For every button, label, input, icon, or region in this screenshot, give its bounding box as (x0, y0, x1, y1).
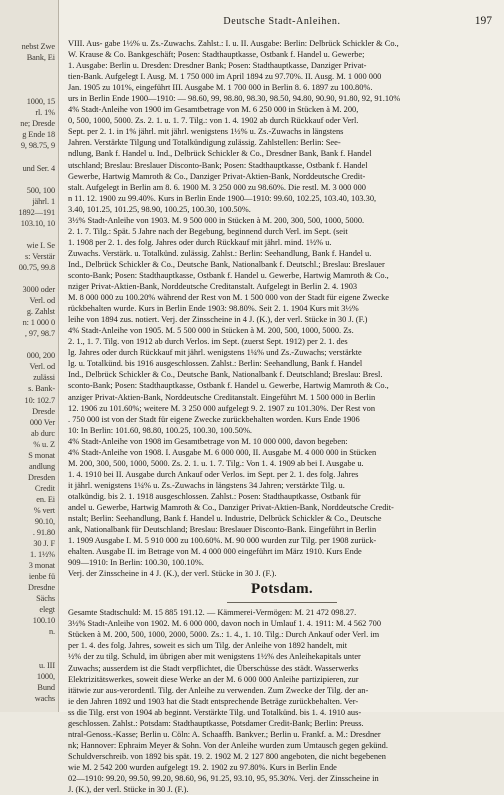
gutter-text-line: wachs (34, 693, 55, 703)
text-line: Sept. per 2. 1. in 1% jährl. mit jährl. wenigstens 1½% u. Zs.-Zuwachs in längstens (68, 127, 344, 137)
gutter-text-line (0, 63, 58, 74)
page-content (68, 15, 496, 795)
text-line: nziger Privat-Aktien-Bank, Norddeutsche Creditanstalt. Aufgelegt in Berlin 2. 4. 1903 (68, 282, 358, 292)
text-line: 3½% Stadt-Anleihe von 1902. M. 6 000 000, davon noch in Umlauf 1. 4. 1911: M. 4 562 700 (68, 619, 382, 629)
gutter-text-line: 10: 102.7 (24, 395, 55, 405)
bond-listings-potsdam (68, 607, 496, 795)
gutter-text-line: 1000, (36, 671, 55, 681)
gutter-text-line (0, 638, 58, 649)
text-line: n 11. 12. 1900 zu 99.40%. Kurs in Berlin Ende 1900—1910: 99.60, 102.25, 103.40, 103.30, (68, 193, 377, 203)
gutter-text-line (0, 649, 58, 660)
text-line: ie den Jahren 1892 und 1903 hat die Stadt entsprechende Beträge zurückbehalten. Ver- (68, 696, 359, 706)
gutter-text-line: S monat (28, 450, 55, 460)
gutter-text-line: andlung (28, 461, 55, 471)
gutter-text-line: Sächs (36, 594, 55, 604)
text-line: 4% Stadt-Anleihe von 1908. I. Ausgabe M. 6 000 000, II. Ausgabe M. 4 000 000 in Stücken (68, 447, 377, 457)
text-line: Stücken à M. 200, 500, 1000, 2000, 5000. Zs.: 1. 4., 1. 10. Tilg.: Durch Ankauf oder Verl. im (68, 630, 380, 640)
text-line: 2. 1. 7. Tilg.: Spät. 5 Jahre nach der Begebung, beginnend durch Verl. im Sept. (seit (68, 226, 348, 236)
text-line: stalt. Aufgelegt in Berlin am 8. 6. 1900 M. 3 250 000 zu 98.60%. Die restl. M. 3 000 000 (68, 182, 366, 192)
text-line: leihe von 1894 zus. notiert. Verj. der Zinsscheine in 4 J. (K.), der verl. Stücke in 30 J. (F.) (68, 315, 368, 325)
text-line: Elektrizitätswerkes, soweit diese Werke an der M. 6 000 000 Anleihe partizipieren, zur (68, 674, 359, 684)
gutter-text-line: 1. 1½% (30, 550, 55, 560)
bond-listings-top (68, 38, 496, 579)
gutter-text-line: 500, 100 (26, 185, 55, 195)
text-line: urs in Berlin Ende 1900—1910: — 98.60, 99, 98.80, 98.30, 98.50, 94.80, 90.90, 91.80, 92, 91.10% (68, 94, 401, 104)
section-rule (227, 602, 337, 603)
text-line: Ind., Delbrück Schickler & Co., Deutsche Bank, Nationalbank f. Deutschland; Breslau: Bresl. (68, 370, 383, 380)
page-number: 197 (474, 15, 492, 27)
gutter-text-line (0, 151, 58, 162)
gutter-text-line: Dresde (32, 406, 55, 416)
gutter-text-line: s: Verstär (25, 251, 55, 261)
gutter-text-line: zulässi (33, 373, 55, 383)
gutter-text-line: % vert (33, 505, 55, 515)
text-line: ss die Tilg. erst von 1904 ab beginnt. Verstärkte Tilg. und Totalkünd. bis 1. 4. 1910 aus- (68, 707, 362, 717)
text-line: W. Krause & Co. Bankgeschäft; Posen: Stadthauptkasse, Ostbank f. Handel u. Gewerbe; (68, 50, 365, 60)
gutter-text-line: und Ser. 4 (22, 163, 55, 173)
gutter-text-line: Verl. od (29, 362, 55, 372)
text-line: wie M. 2 542 200 wurden aufgelegt 19. 2. 1902 zu 97.80%. Kurs in Berlin Ende (68, 762, 337, 772)
text-line: 1. 4. 1910 bei II. Ausgabe durch Ankauf oder Verlos. im Sept. per 2. 1. des folg. Jahres (68, 469, 359, 479)
gutter-text-line: 1892—191 (18, 207, 55, 217)
text-line: nstalt; Berlin: Seehandlung, Bank f. Handel u. Industrie, Delbrück Schickler & Co., Deutsche (68, 514, 382, 524)
text-line: 909—1910: In Berlin: 100.30, 100.10%. (68, 558, 204, 568)
gutter-text-line: Bund (37, 682, 55, 692)
gutter-text-line: g. Zahlst (26, 307, 55, 317)
gutter-text-line: . 91.80 (32, 528, 55, 538)
text-line: Verj. der Zinsscheine in 4 J. (K.), der verl. Stücke in 30 J. (F.). (68, 569, 277, 579)
running-header (68, 16, 496, 32)
gutter-text-line: Dresdne (28, 583, 55, 593)
gutter-text-line: n. (48, 627, 55, 637)
gutter-text-line (0, 229, 58, 240)
text-line: rückbehalten wurde. Kurs in Berlin Ende 1903: 98.80%. Seit 2. 1. 1904 Kurs mit 3½% (68, 304, 359, 314)
text-line: 2. 1., 1. 7. Tilg. von 1912 ab durch Verlos. im Sept. (zuerst Sept. 1912) per 2. 1. des (68, 337, 348, 347)
text-line: anziger Privat-Aktien-Bank, Norddeutsche Creditanstalt. Eingeführt M. 1 500 000 in Berlin (68, 392, 376, 402)
gutter-text-line (0, 174, 58, 185)
gutter-text-line: g Ende 18 (22, 130, 55, 140)
gutter-text-line: 3 monat (28, 561, 55, 571)
text-line: VIII. Aus- gabe 1½% u. Zs.-Zuwachs. Zahlst.: I. u. II. Ausgabe: Berlin: Delbrück Schickler & Co., (68, 39, 399, 48)
text-line: ntral-Genoss.-Kasse; Berlin u. Cöln: A. Schaaffh. Bankver.; Berlin u. Frankf. a. M.: Dresdner (68, 729, 381, 739)
text-line: Gesamte Stadtschuld: M. 15 885 191.12. — Kämmerei-Vermögen: M. 21 472 098.27. (68, 608, 357, 618)
text-line: 1. 1909 Ausgabe I. M. 5 910 000 zu 100.60%. M. 90 000 wurden zur Tilg. per 1908 zurück- (68, 536, 377, 546)
previous-page-text (0, 41, 58, 704)
text-line: 4% Stadt-Anleihe von 1905. M. 5 500 000 in Stücken à M. 200, 500, 1000, 5000. Zs. (68, 326, 354, 336)
gutter-text-line: % u. Z (33, 439, 55, 449)
text-line: ½% der zu tilg. Schuld, im übrigen aber mit wenigstens 1½% des Anleihekapitals unter (68, 652, 361, 662)
gutter-text-line: , 97, 98.7 (24, 329, 55, 339)
gutter-text-line (0, 339, 58, 350)
gutter-text-line: rl. 1% (35, 108, 55, 118)
gutter-text-line: 30 J. F (33, 539, 55, 549)
text-line: ndlung, Bank f. Handel u. Ind., Delbrück Schickler & Co., Dresdner Bank, Bank f. Handel (68, 149, 372, 159)
gutter-text-line: ab durc (31, 428, 55, 438)
text-line: per 1. 4. des folg. Jahres, soweit es sich um Tilg. der Anleihe von 1892 handelt, mit (68, 641, 348, 651)
text-line: itätwie zur aus-verordentl. Tilg. der Anleihe zu verwenden. Zum Zwecke der Tilg. der an- (68, 685, 369, 695)
text-line: 10: In Berlin: 101.60, 98.80, 100.25, 100.30, 100.50%. (68, 425, 253, 435)
gutter-text-line: 9, 98.75, 9 (20, 141, 55, 151)
text-line: geschlossen. Zahlst.: Potsdam: Stadthauptkasse, Potsdamer Credit-Bank; Berlin: Preuss. (68, 718, 364, 728)
text-line: 4% Stadt-Anleihe von 1900 im Gesamtbetrage von M. 6 250 000 in Stücken à M. 200, (68, 105, 359, 115)
text-line: Jahren. Verstärkte Tilgung und Totalkündigung zulässig. Zahlstellen: Berlin: See- (68, 138, 341, 148)
gutter-text-line: u. III (39, 660, 55, 670)
gutter-text-line: 00.75, 99.8 (18, 262, 55, 272)
gutter-text-line: n: 1 000 0 (22, 318, 55, 328)
text-line: . 750 000 ist von der Stadt für eigene Zwecke zurückbehalten worden. Kurs Ende 1906 (68, 414, 360, 424)
text-line: 0, 500, 1000, 5000. Zs. 2. 1. u. 1. 7. Tilg.: von 1. 4. 1902 ab durch Rückkauf oder Verl. (68, 116, 359, 126)
text-line: lg. u. Totalkünd. bis 1916 ausgeschlossen. Zahlst.: Berlin: Seehandlung, Bank f. Handel (68, 359, 363, 369)
text-line: otalkündig. bis 2. 1. 1918 ausgeschlossen. Zahlst.: Posen: Stadthauptkasse, Ostbank für (68, 491, 361, 501)
text-line: 12. 1906 zu 101.60%; weitere M. 3 250 000 aufgelegt 9. 2. 1907 zu 101.30%. Der Rest von (68, 403, 376, 413)
gutter-text-line: 1000, 15 (26, 97, 55, 107)
text-line: 1. Ausgabe: Berlin u. Dresden: Dresdner Bank; Posen: Stadthauptkasse, Danziger Privat- (68, 61, 367, 71)
text-line: ehalten. Ausgabe II. im Betrage von M. 4 000 000 eingeführt im März 1910. Kurs Ende (68, 547, 362, 557)
text-line: utschland; Breslau: Breslauer Disconto-Bank; Posen: Stadthauptkasse, Ostbank f. Handel (68, 160, 368, 170)
text-line: 4% Stadt-Anleihe von 1908 im Gesamtbetrage von M. 10 000 000, davon begeben: (68, 436, 348, 446)
gutter-text-line: Dresden (28, 472, 55, 482)
gutter-text-line (0, 74, 58, 85)
gutter-text-line (0, 273, 58, 284)
text-line: 3.40, 101.25, 101.25, 98.90, 100.25, 100.30, 100.50%. (68, 204, 251, 214)
gutter-text-line: 000 Ver (29, 417, 55, 427)
text-line: it jährl. wenigstens 1¼% u. Zs.-Zuwachs in längstens 34 Jahren; verstärkte Tilg. u. (68, 480, 345, 490)
text-line: tien-Bank. Aufgelegt I. Ausg. M. 1 750 000 im April 1894 zu 97.70%. II. Ausg. M. 1 000 000 (68, 72, 382, 82)
gutter-text-line: s. Bank- (28, 384, 55, 394)
gutter-text-line: wie I. Se (26, 240, 55, 250)
text-line: Schuldverschreib. von 1892 bis spät. 19. 2. 1902 M. 2 127 800 angeboten, die nicht begebenen (68, 751, 386, 761)
text-line: sconto-Bank; Posen: Stadthauptkasse, Ostbank f. Handel u. Gewerbe, Hartwig Mamroth & Co., (68, 270, 389, 280)
gutter-text-line: 103.10, 10 (20, 218, 55, 228)
text-line: Ind., Delbrück Schickler & Co., Deutsche Bank, Nationalbank f. Deutschl.; Breslau: Breslauer (68, 259, 385, 269)
text-line: nk; Hannover: Ephraim Meyer & Sohn. Von der Anleihe wurden zum Umtausch gegen gekünd. (68, 740, 388, 750)
gutter-text-line: ienbe fü (28, 572, 55, 582)
text-line: 1. 1908 per 2. 1. des folg. Jahres oder durch Rückkauf mit jährl. mind. 1½% u. (68, 237, 332, 247)
gutter-text-line: 000, 200 (26, 351, 55, 361)
gutter-text-line: en. Ei (36, 494, 55, 504)
text-line: lg. Jahres oder durch Rückkauf mit jährl. wenigstens 1¼% und Zs.-Zuwachs; verstärkte (68, 348, 362, 358)
text-line: 3½% Stadt-Anleihe von 1903. M. 9 500 000 in Stücken à M. 200, 300, 500, 1000, 5000. (68, 215, 365, 225)
gutter-text-line: Verl. od (29, 296, 55, 306)
gutter-text-line: nebst Zwe (21, 42, 55, 51)
text-line: andel u. Gewerbe, Hartwig Mamroth & Co., Danziger Privat-Aktien-Bank, Norddeutsche Credit- (68, 502, 394, 512)
gutter-text-line: jährl. 1 (32, 196, 55, 206)
text-line: J. (K.), der verl. Stücke in 30 J. (F.). (68, 785, 189, 795)
gutter-text-line: Credit (34, 483, 55, 493)
gutter-text-line: 90.10, (34, 517, 55, 527)
text-line: M. 8 000 000 zu 100.20% während der Rest von M. 1 500 000 von der Stadt für eigene Zwecke (68, 293, 389, 303)
text-line: Zuwachs. Verstärk. u. Totalkünd. zulässig. Zahlst.: Berlin: Seehandlung, Bank f. Handel u. (68, 248, 372, 258)
text-line: ank, Nationalbank für Deutschland; Breslau: Breslauer Disconto-Bank. Eingeführt in Berlin (68, 525, 377, 535)
gutter-text-line: 100.10 (32, 616, 55, 626)
text-line: M. 200, 300, 500, 1000, 5000. Zs. 2. 1. u. 1. 7. Tilg.: Von 1. 4. 1909 ab bei I. Ausgabe u. (68, 458, 364, 468)
text-line: 02—1910: 99.20, 99.50, 99.20, 98.60, 96, 91.25, 93.10, 95, 95.30%. Verj. der Zinsscheine in (68, 774, 379, 783)
text-line: Gewerbe, Hartwig Mamroth & Co., Danziger Privat-Aktien-Bank, Norddeutsche Credit- (68, 171, 366, 181)
gutter-text-line: Bank, Ei (26, 53, 55, 63)
text-line: sconto-Bank; Posen: Stadthauptkasse, Ostbank f. Handel u. Gewerbe, Hartwig Mamroth & Co., (68, 381, 389, 391)
running-title: Deutsche Stadt-Anleihen. (223, 16, 341, 27)
section-title-potsdam: Potsdam. (251, 581, 313, 598)
gutter-text-line: elegt (39, 605, 55, 615)
gutter-text-line: ne; Dresde (20, 119, 55, 129)
text-line: Zuwachs; ausserdem ist die Stadt verpflichtet, die Überschüsse des städt. Wasserwerks (68, 663, 359, 673)
gutter-text-line (0, 85, 58, 96)
gutter-text-line: 3000 oder (22, 285, 55, 295)
text-line: Jan. 1905 zu 101%, eingeführt III. Ausgabe M. 1 700 000 in Berlin 8. 6. 1897 zu 100.80%. (68, 83, 373, 93)
previous-page-edge (0, 0, 59, 712)
